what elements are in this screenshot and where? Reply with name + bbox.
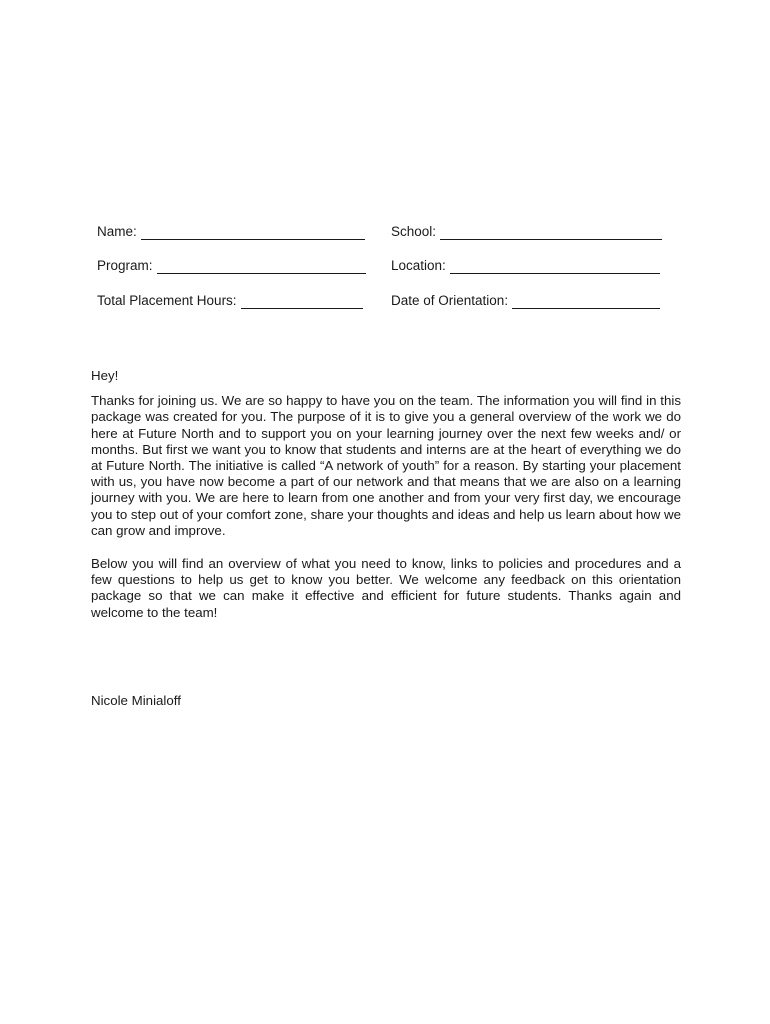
location-blank-line[interactable] — [450, 259, 660, 274]
letter-paragraph-1: Thanks for joining us. We are so happy to have you on the team. The information you will find in this package was created for you. The purpose of it is to give you a general overview of the work we do here at Future North and to support you on your learning journey over the next few weeks and/ or months. But first we want you to know that students and interns are at the heart of everything we do at Future North. The initiative is called “A network of youth” for a reason. By starting your placement with us, you have now become a part of our network and that means that we are also on a learning journey with you. We are here to learn from one another and from your very first day, we encourage you to step out of your comfort zone, share your thoughts and ideas and help us learn about how we can grow and improve. — [91, 393, 681, 538]
welcome-letter — [91, 368, 681, 621]
name-field — [97, 224, 365, 240]
school-field — [391, 224, 662, 240]
name-label: Name: — [97, 224, 137, 239]
location-label: Location: — [391, 258, 446, 273]
school-blank-line[interactable] — [440, 225, 662, 240]
letter-paragraph-2: Below you will find an overview of what you need to know, links to policies and procedures and a few questions to help us get to know you better. We welcome any feedback on this orientation package so that we can make it effective and efficient for future students. Thanks again and welcome to the team! — [91, 556, 681, 620]
letter-signature: Nicole Minialoff — [91, 693, 181, 708]
orientation-date-blank-line[interactable] — [512, 294, 660, 309]
program-blank-line[interactable] — [157, 259, 366, 274]
letter-greeting: Hey! — [91, 368, 119, 383]
school-label: School: — [391, 224, 437, 239]
placement-hours-blank-line[interactable] — [241, 294, 363, 309]
program-label: Program: — [97, 258, 153, 273]
placement-hours-label: Total Placement Hours: — [97, 293, 237, 308]
name-blank-line[interactable] — [141, 225, 365, 240]
program-field — [97, 258, 366, 274]
location-field — [391, 258, 660, 274]
orientation-date-field — [391, 293, 660, 309]
orientation-date-label: Date of Orientation: — [391, 293, 509, 308]
placement-hours-field — [97, 293, 363, 309]
